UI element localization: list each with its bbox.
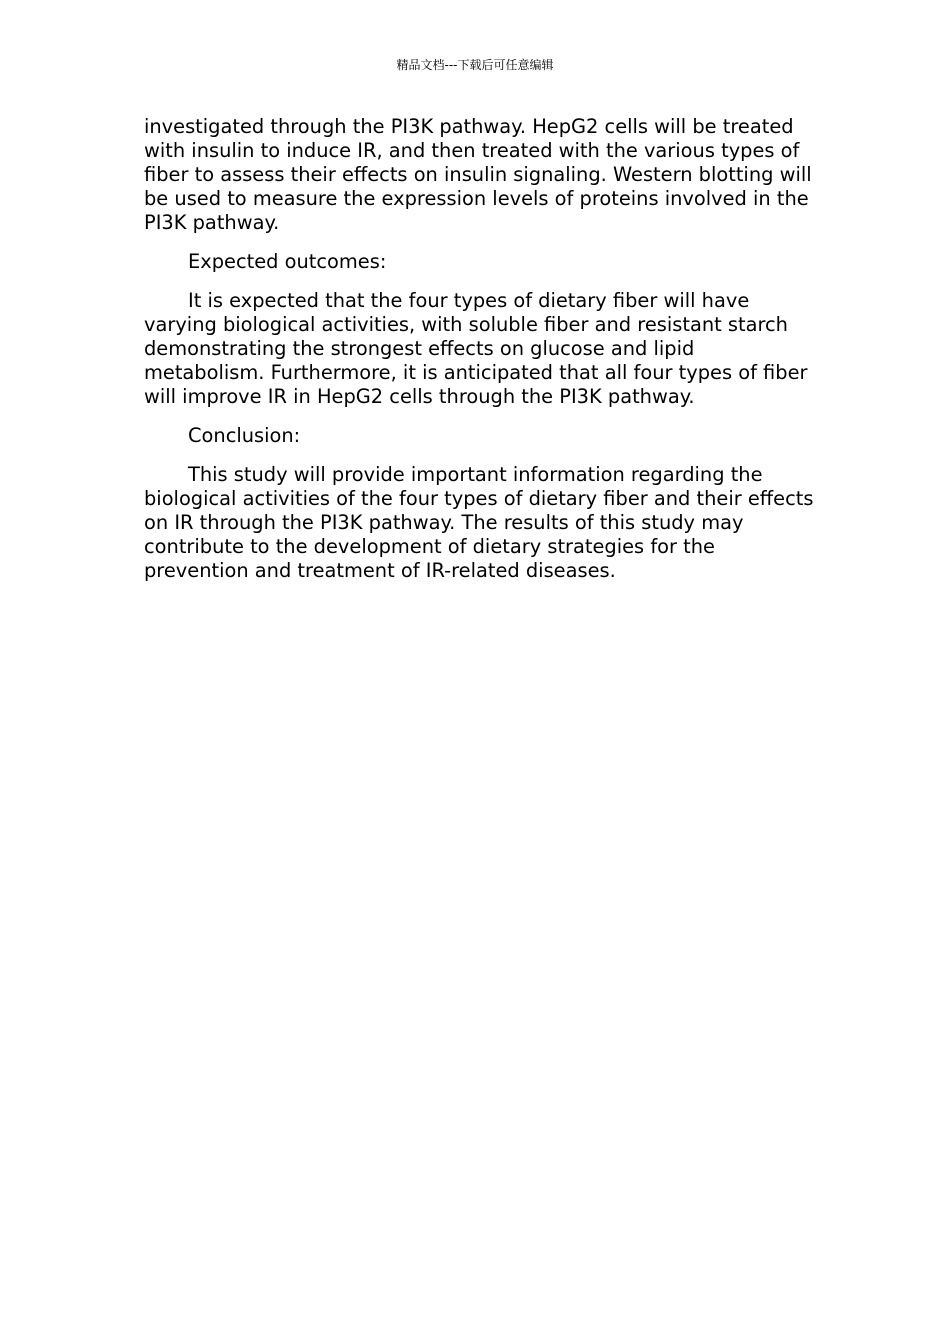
conclusion-heading: Conclusion:: [188, 424, 301, 447]
expected-outcomes-heading: Expected outcomes:: [188, 250, 387, 273]
document-body: [144, 115, 814, 598]
expected-outcomes-paragraph: It is expected that the four types of dietary fiber will have varying biological activities, with soluble fiber and resistant starch demonstrating the strongest effects on glucose and lipid metabolism. Furthermore, it is anticipated that all four types of fiber will improve IR in HepG2 cells through the PI3K pathway.: [144, 289, 808, 408]
page-header: 精品文档---下载后可任意编辑: [396, 58, 554, 72]
conclusion-paragraph: This study will provide important information regarding the biological activities of the four types of dietary fiber and their effects on IR through the PI3K pathway. The results of this study may contribute to the development of dietary strategies for the prevention and treatment of IR-related diseases.: [144, 463, 814, 582]
methods-continuation-paragraph: investigated through the PI3K pathway. HepG2 cells will be treated with insulin to induce IR, and then treated with the various types of fiber to assess their effects on insulin signaling. Western blotting will be used to measure the expression levels of proteins involved in the PI3K pathway.: [144, 115, 812, 234]
